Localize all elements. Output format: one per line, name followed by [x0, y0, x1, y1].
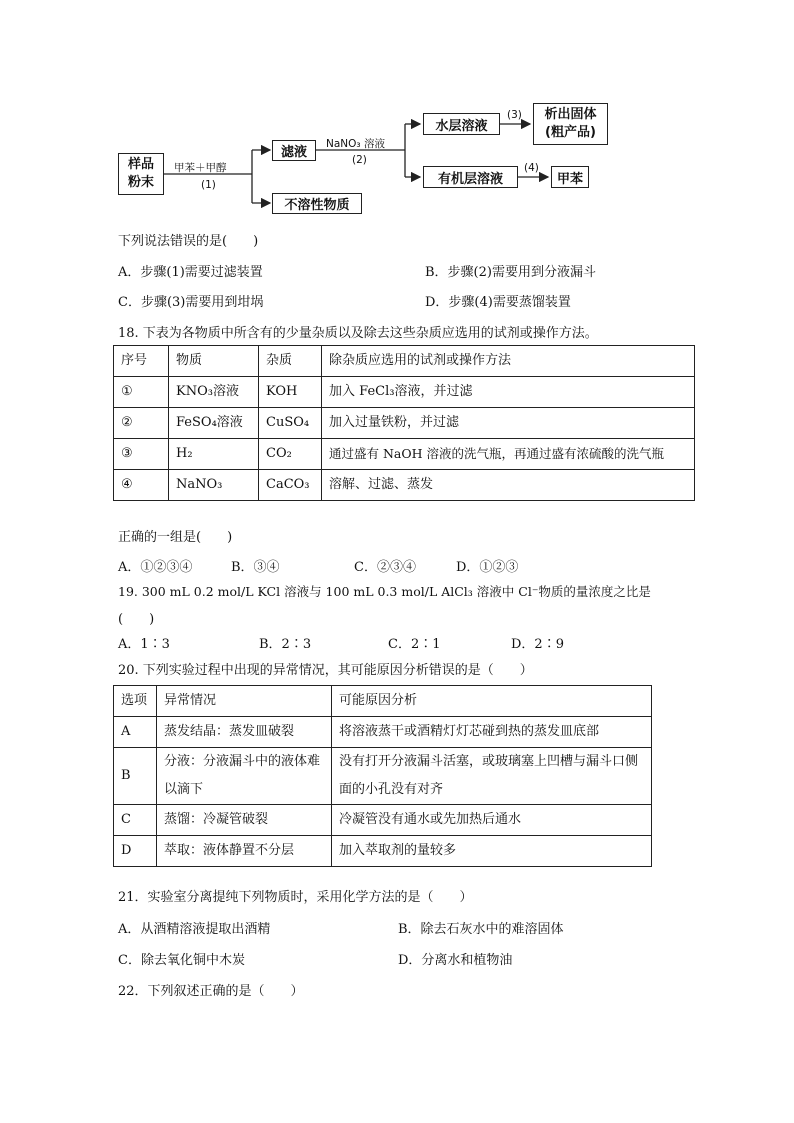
flow-arrows [0, 0, 794, 230]
table-cell: 没有打开分液漏斗活塞，或玻璃塞上凹槽与漏斗口侧面的小孔没有对齐 [332, 748, 652, 805]
table-cell: CuSO₄ [259, 408, 322, 439]
table-cell: A [114, 717, 157, 748]
box-insoluble: 不溶性物质 [272, 193, 362, 214]
table-cell: 加入萃取剂的量较多 [332, 836, 652, 867]
q19-option-c: C．2∶1 [388, 637, 441, 652]
table-cell: 冷凝管没有通水或先加热后通水 [332, 805, 652, 836]
q18-option-a: A．①②③④ [118, 560, 193, 575]
q17-option-c: C．步骤(3)需要用到坩埚 [118, 295, 264, 310]
q17-option-d: D．步骤(4)需要蒸馏装置 [425, 295, 571, 310]
box-organic: 有机层溶液 [423, 166, 518, 188]
table-cell: 将溶液蒸干或酒精灯灯芯碰到热的蒸发皿底部 [332, 717, 652, 748]
table-cell: ④ [114, 470, 169, 501]
table-cell: 加入 FeCl₃溶液，并过滤 [322, 377, 695, 408]
q19-option-a: A．1∶3 [118, 637, 170, 652]
table-row [114, 717, 652, 748]
table-cell: CO₂ [259, 439, 322, 470]
q21-option-b: B．除去石灰水中的难溶固体 [398, 922, 564, 937]
q21-option-d: D．分离水和植物油 [398, 953, 513, 968]
table-header-row [114, 346, 695, 377]
table-cell: 萃取：液体静置不分层 [157, 836, 332, 867]
table-row [114, 470, 695, 501]
table-cell: ③ [114, 439, 169, 470]
box-sample [118, 153, 164, 195]
q18-stem: 18. 下表为各物质中所含有的少量杂质以及除去这些杂质应选用的试剂或操作方法。 [118, 326, 598, 341]
q18-option-d: D．①②③ [456, 560, 519, 575]
box-aqueous: 水层溶液 [423, 113, 500, 135]
table-row [114, 439, 695, 470]
box-solid-line2: (粗产品) [545, 125, 596, 140]
box-sample-line2: 粉末 [127, 175, 154, 190]
q17-stem: 下列说法错误的是( ) [118, 234, 259, 249]
q19-paren: ( ) [118, 612, 155, 627]
box-toluene: 甲苯 [551, 166, 589, 188]
q19-option-d: D．2∶9 [511, 637, 564, 652]
label-step4: (4) [524, 162, 539, 174]
table-cell: FeSO₄溶液 [169, 408, 259, 439]
header-cell: 除杂质应选用的试剂或操作方法 [322, 346, 695, 377]
header-cell: 异常情况 [157, 686, 332, 717]
q18-table [113, 345, 695, 501]
q19-stem: 19. 300 mL 0.2 mol/L KCl 溶液与 100 mL 0.3 mol/L AlCl₃ 溶液中 Cl⁻物质的量浓度之比是 [118, 584, 651, 599]
q19-option-b: B．2∶3 [259, 637, 312, 652]
header-cell: 可能原因分析 [332, 686, 652, 717]
header-cell: 选项 [114, 686, 157, 717]
table-cell: D [114, 836, 157, 867]
table-cell: NaNO₃ [169, 470, 259, 501]
label-reagent2: NaNO₃ 溶液 [326, 138, 385, 150]
table-row [114, 377, 695, 408]
table-cell: 加入过量铁粉，并过滤 [322, 408, 695, 439]
table-cell: CaCO₃ [259, 470, 322, 501]
table-cell: 通过盛有 NaOH 溶液的洗气瓶，再通过盛有浓硫酸的洗气瓶 [322, 439, 695, 470]
box-solid [533, 103, 608, 145]
table-cell: B [114, 748, 157, 805]
label-step1: (1) [201, 179, 216, 191]
table-cell: ① [114, 377, 169, 408]
label-step2: (2) [352, 154, 367, 166]
q18-after: 正确的一组是( ) [118, 530, 233, 545]
box-filtrate: 滤液 [272, 140, 316, 161]
box-sample-line1: 样品 [127, 157, 154, 172]
q21-option-c: C．除去氧化铜中木炭 [118, 953, 245, 968]
box-solid-line1: 析出固体 [544, 107, 597, 122]
table-cell: ② [114, 408, 169, 439]
table-cell: 蒸发结晶：蒸发皿破裂 [157, 717, 332, 748]
q21-stem: 21．实验室分离提纯下列物质时，采用化学方法的是（ ） [118, 890, 473, 905]
q17-option-a: A．步骤(1)需要过滤装置 [118, 265, 263, 280]
table-cell: H₂ [169, 439, 259, 470]
table-cell: 溶解、过滤、蒸发 [322, 470, 695, 501]
q22-stem: 22．下列叙述正确的是（ ） [118, 984, 304, 999]
table-row [114, 836, 652, 867]
table-cell: 蒸馏：冷凝管破裂 [157, 805, 332, 836]
table-row [114, 805, 652, 836]
label-reagent1: 甲苯＋甲醇 [174, 162, 227, 174]
table-cell: 分液：分液漏斗中的液体难以滴下 [157, 748, 332, 805]
table-header-row [114, 686, 652, 717]
q18-option-b: B．③④ [231, 560, 280, 575]
header-cell: 杂质 [259, 346, 322, 377]
header-cell: 物质 [169, 346, 259, 377]
label-step3: (3) [507, 109, 522, 121]
q17-option-b: B．步骤(2)需要用到分液漏斗 [425, 265, 596, 280]
q20-stem: 20. 下列实验过程中出现的异常情况，其可能原因分析错误的是（ ） [118, 663, 533, 678]
table-cell: KOH [259, 377, 322, 408]
table-row [114, 748, 652, 805]
table-cell: KNO₃溶液 [169, 377, 259, 408]
table-cell: C [114, 805, 157, 836]
q20-table [113, 685, 652, 867]
q21-option-a: A．从酒精溶液提取出酒精 [118, 922, 271, 937]
q18-option-c: C．②③④ [354, 560, 416, 575]
header-cell: 序号 [114, 346, 169, 377]
table-row [114, 408, 695, 439]
